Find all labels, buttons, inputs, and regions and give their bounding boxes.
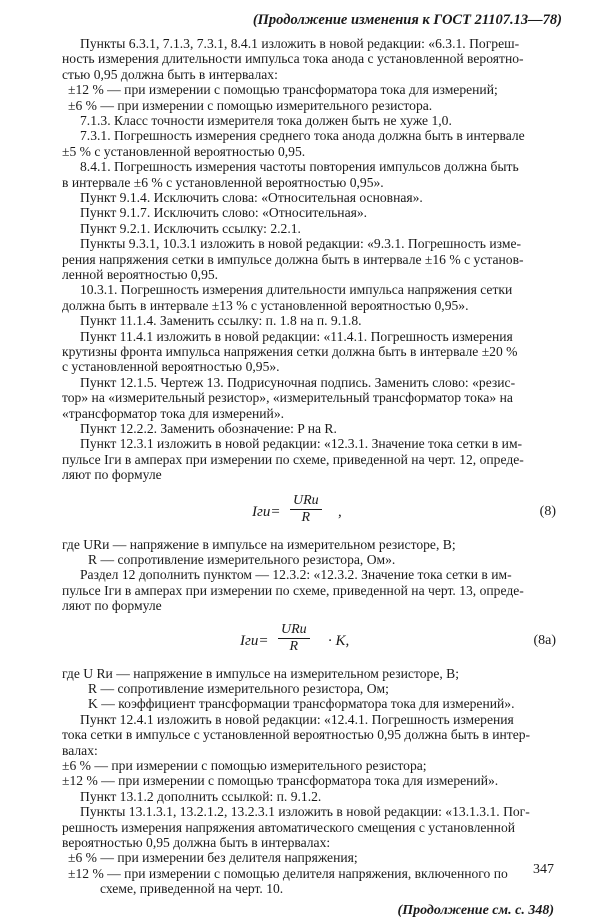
text-line: 7.3.1. Погрешность измерения среднего тока анода должна быть в интервале	[80, 128, 525, 144]
text-line: ляют по формуле	[62, 598, 162, 614]
equation-fraction	[290, 493, 322, 526]
text-line: ±12 % — при измерении с помощью делителя напряжения, включенного по	[68, 865, 508, 881]
fraction-numerator: URи	[281, 621, 307, 637]
text-line: R — сопротивление измерительного резистора, Ом».	[88, 552, 396, 567]
text-line: Пункт 9.2.1. Исключить ссылку: 2.2.1.	[80, 220, 301, 236]
text-line: R — сопротивление измерительного резистора, Ом;	[88, 681, 389, 696]
text-line: пульсе Iги в амперах при измерении по схеме, приведенной на черт. 13, опреде-	[62, 582, 524, 598]
text-line: валах:	[62, 742, 98, 758]
equation-tail: ,	[338, 503, 342, 520]
text-line: Пункт 13.1.2 дополнить ссылкой: п. 9.1.2.	[80, 788, 322, 804]
equation-tail: · K,	[328, 632, 350, 649]
text-line: пульсе Iги в амперах при измерении по схеме, приведенной на черт. 12, опреде-	[62, 451, 524, 467]
text-line: ±5 % с установленной вероятностью 0,95.	[62, 143, 306, 159]
fraction-denominator: R	[301, 509, 311, 525]
text-line: Пункт 12.4.1 изложить в новой редакции: «12.4.1. Погрешность измерения	[80, 711, 514, 727]
text-line: Пункт 12.3.1 изложить в новой редакции: «12.3.1. Значение тока сетки в им-	[80, 436, 523, 452]
text-line: Пункты 6.3.1, 7.1.3, 7.3.1, 8.4.1 изложить в новой редакции: «6.3.1. Погреш-	[80, 36, 520, 51]
text-line: ±12 % — при измерении с помощью трансформатора тока для измерений».	[62, 773, 499, 789]
text-line: ленной вероятностью 0,95.	[62, 267, 219, 282]
equation-lhs: Iги=	[240, 632, 269, 649]
text-line: 7.1.3. Класс точности измерителя тока должен быть не хуже 1,0.	[80, 113, 452, 128]
text-line: где URи — напряжение в импульсе на измерительном резисторе, В;	[62, 536, 456, 552]
text-line: ±12 % — при измерении с помощью трансформатора тока для измерений;	[68, 82, 498, 98]
text-line: вероятностью 0,95 должна быть в интервалах:	[62, 835, 331, 850]
text-line: Пункты 13.1.3.1, 13.2.1.2, 13.2.3.1 изложить в новой редакции: «13.1.3.1. Пог-	[80, 804, 530, 820]
text-line: тор» на «измерительный резистор», «измерительный трансформатор тока» на	[62, 390, 513, 406]
text-line: схеме, приведенной на черт. 10.	[100, 881, 284, 897]
text-line: Пункт 11.4.1 изложить в новой редакции: «11.4.1. Погрешность измерения	[80, 328, 513, 344]
text-line: ±6 % — при измерении без делителя напряжения;	[68, 850, 358, 866]
text-line: крутизны фронта импульса напряжения сетки должна быть в интервале ±20 %	[62, 344, 518, 359]
text-line: 8.4.1. Погрешность измерения частоты повторения импульсов должна быть	[80, 159, 519, 175]
text-line: ность измерения длительности импульса тока анода с установленной вероятно-	[62, 51, 524, 67]
text-line: ляют по формуле	[62, 467, 162, 483]
continuation-header: (Продолжение изменения к ГОСТ 21107.13—78)	[252, 12, 562, 28]
equation-lhs: Iги=	[252, 503, 281, 520]
text-line: с установленной вероятностью 0,95».	[62, 359, 280, 375]
text-line: Пункт 12.2.2. Заменить обозначение: P на R.	[80, 421, 337, 436]
text-line: тока сетки в импульсе с установленной вероятностью 0,95 должна быть в интер-	[62, 727, 531, 743]
fraction-numerator: URи	[293, 492, 319, 508]
text-line: «трансформатор тока для измерений».	[62, 405, 285, 421]
equation-number: (8а)	[533, 632, 556, 648]
text-line: ±6 % — при измерении с помощью измерительного резистора.	[68, 97, 433, 113]
text-line: в интервале ±6 % с установленной вероятностью 0,95».	[62, 174, 384, 190]
page-number: 347	[533, 862, 554, 877]
text-line: K — коэффициент трансформации трансформатора тока для измерений».	[88, 696, 515, 712]
text-line: должна быть в интервале ±13 % с установленной вероятностью 0,95».	[62, 297, 469, 313]
fraction-denominator: R	[289, 638, 299, 654]
continuation-footer: (Продолжение см. с. 348)	[397, 902, 554, 918]
equation-number: (8)	[539, 503, 556, 519]
text-line: Пункты 9.3.1, 10.3.1 изложить в новой редакции: «9.3.1. Погрешность изме-	[80, 236, 522, 252]
text-line: Пункт 9.1.4. Исключить слова: «Относительная основная».	[80, 190, 423, 205]
text-line: стью 0,95 должна быть в интервалах:	[62, 66, 278, 82]
text-line: ±6 % — при измерении с помощью измерительного резистора;	[62, 758, 427, 773]
text-line: Пункт 11.1.4. Заменить ссылку: п. 1.8 на п. 9.1.8.	[80, 313, 362, 329]
text-line: Пункт 9.1.7. Исключить слово: «Относительная».	[80, 205, 368, 221]
text-line: Раздел 12 дополнить пунктом — 12.3.2: «12.3.2. Значение тока сетки в им-	[80, 567, 512, 583]
text-line: рения напряжения сетки в импульсе должна быть в интервале ±16 % с установ-	[62, 251, 524, 267]
text-line: 10.3.1. Погрешность измерения длительности импульса напряжения сетки	[80, 282, 513, 298]
text-line: где U Rи — напряжение в импульсе на измерительном резисторе, В;	[62, 665, 459, 681]
text-line: решность измерения напряжения автоматического смещения с установленной	[62, 819, 516, 835]
equation-fraction	[278, 622, 310, 655]
text-line: Пункт 12.1.5. Чертеж 13. Подрисуночная подпись. Заменить слово: «резис-	[80, 374, 516, 390]
